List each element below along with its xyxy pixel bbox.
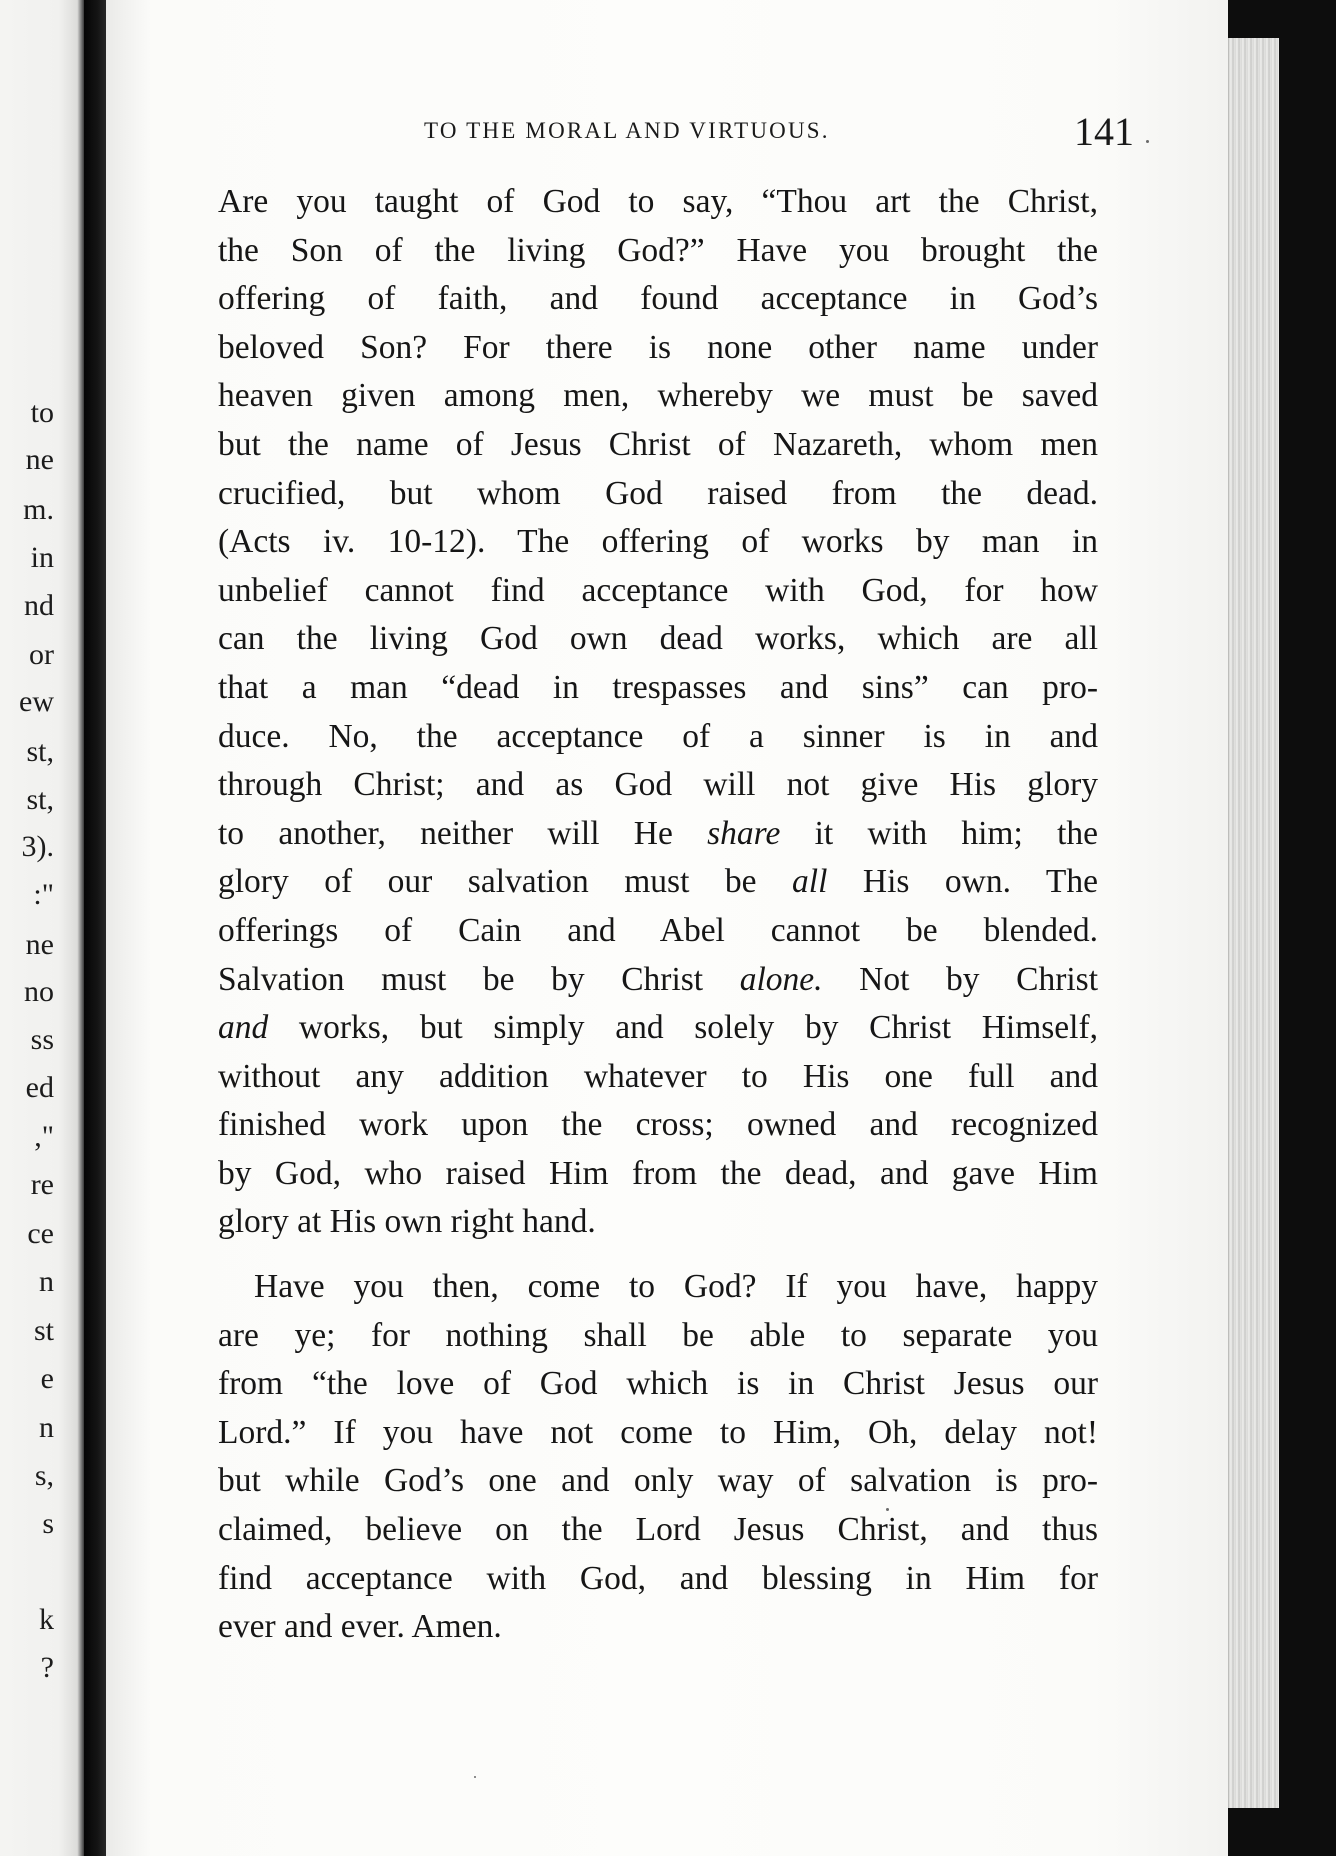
text-line: glory at His own right hand. xyxy=(218,1203,596,1241)
text-line: ever and ever. Amen. xyxy=(218,1608,502,1646)
text-line: and works, but simply and solely by Christ Himself, xyxy=(218,1009,1098,1047)
text-line: unbelief cannot find acceptance with God, for how xyxy=(218,571,1098,609)
left-page-text-fragment: s xyxy=(42,1507,54,1540)
left-page-text-fragment: ne xyxy=(25,928,54,961)
text-line: Lord.” If you have not come to Him, Oh, delay not! xyxy=(218,1413,1098,1451)
book-gutter xyxy=(84,0,106,1856)
left-page-text-fragment: m. xyxy=(23,493,54,526)
page-header xyxy=(424,108,1134,160)
text-line: finished work upon the cross; owned and recognized xyxy=(218,1106,1098,1144)
text-line: Have you then, come to God? If you have, happy xyxy=(254,1268,1098,1306)
paragraph-gap xyxy=(218,1247,1098,1263)
left-facing-page-edge xyxy=(0,0,84,1856)
scan-speck xyxy=(474,1776,476,1778)
text-line: find acceptance with God, and blessing in Him for xyxy=(218,1559,1098,1597)
left-page-text-fragment: st xyxy=(33,1314,54,1347)
left-page-text-fragment: n xyxy=(39,1411,54,1444)
left-page-text-fragment: st, xyxy=(26,735,54,768)
left-page-text-fragment: k xyxy=(39,1603,54,1636)
paragraph xyxy=(218,1263,1098,1652)
left-page-text-fragment: ne xyxy=(25,443,54,476)
left-page-text-fragment: :" xyxy=(33,878,54,911)
text-line: without any addition whatever to His one full and xyxy=(218,1057,1098,1095)
left-page-text-fragment: n xyxy=(39,1265,54,1298)
page-number: 141 xyxy=(1074,109,1134,154)
text-line: claimed, believe on the Lord Jesus Christ, and thus xyxy=(218,1511,1098,1549)
left-page-text-fragment: ," xyxy=(34,1120,54,1153)
text-line: Salvation must be by Christ alone. Not by Christ xyxy=(218,960,1099,998)
text-line: glory of our salvation must be all His own. The xyxy=(218,863,1098,901)
scan-speck xyxy=(1146,140,1149,143)
text-line: can the living God own dead works, which are all xyxy=(218,620,1098,658)
left-page-text-fragment: ed xyxy=(25,1071,54,1104)
left-page-text-fragment: ? xyxy=(40,1651,54,1684)
text-line: crucified, but whom God raised from the dead. xyxy=(218,474,1098,512)
left-page-text-fragment: re xyxy=(30,1168,54,1201)
text-line: Are you taught of God to say, “Thou art the Christ, xyxy=(218,183,1098,220)
left-page-text-fragment: e xyxy=(40,1362,54,1395)
text-line: from “the love of God which is in Christ Jesus our xyxy=(218,1365,1098,1403)
text-line: through Christ; and as God will not give His glory xyxy=(218,766,1098,804)
text-line: but while God’s one and only way of salvation is pro- xyxy=(218,1462,1098,1500)
left-page-text-fragment: 3). xyxy=(21,830,54,863)
left-page-text-fragment: ew xyxy=(19,685,54,718)
paragraph xyxy=(218,178,1098,1247)
left-page-text-fragment: in xyxy=(30,541,54,574)
text-line: duce. No, the acceptance of a sinner is in and xyxy=(218,717,1098,755)
text-line: offering of faith, and found acceptance in God’s xyxy=(218,280,1098,318)
left-page-text-fragment: ss xyxy=(30,1023,54,1056)
running-head: TO THE MORAL AND VIRTUOUS. xyxy=(424,118,830,143)
text-line: heaven given among men, whereby we must be saved xyxy=(218,377,1098,415)
text-line: the Son of the living God?” Have you brought the xyxy=(218,231,1098,269)
page-edges xyxy=(1228,38,1279,1808)
left-page-text-fragment: nd xyxy=(24,589,54,622)
text-line: (Acts iv. 10-12). The offering of works by man in xyxy=(218,523,1098,561)
text-line: to another, neither will He share it with him; the xyxy=(218,814,1098,852)
text-line: beloved Son? For there is none other name under xyxy=(218,328,1098,366)
text-line: that a man “dead in trespasses and sins” can pro- xyxy=(218,668,1098,706)
text-line: by God, who raised Him from the dead, and gave Him xyxy=(218,1154,1098,1192)
text-line: but the name of Jesus Christ of Nazareth, whom men xyxy=(218,425,1098,463)
text-line: are ye; for nothing shall be able to separate you xyxy=(218,1316,1098,1354)
left-page-text-fragment: to xyxy=(30,396,54,429)
left-page-text-fragment: or xyxy=(29,638,54,671)
scan-speck xyxy=(886,1508,889,1511)
left-page-text-fragment: no xyxy=(24,975,54,1008)
text-line: offerings of Cain and Abel cannot be blended. xyxy=(218,911,1098,949)
left-page-text-fragment: ce xyxy=(27,1217,54,1250)
left-page-text-fragment: st, xyxy=(26,783,54,816)
left-page-text-fragment: s, xyxy=(34,1459,54,1492)
book-page xyxy=(106,0,1228,1856)
page-body xyxy=(218,178,1098,1652)
